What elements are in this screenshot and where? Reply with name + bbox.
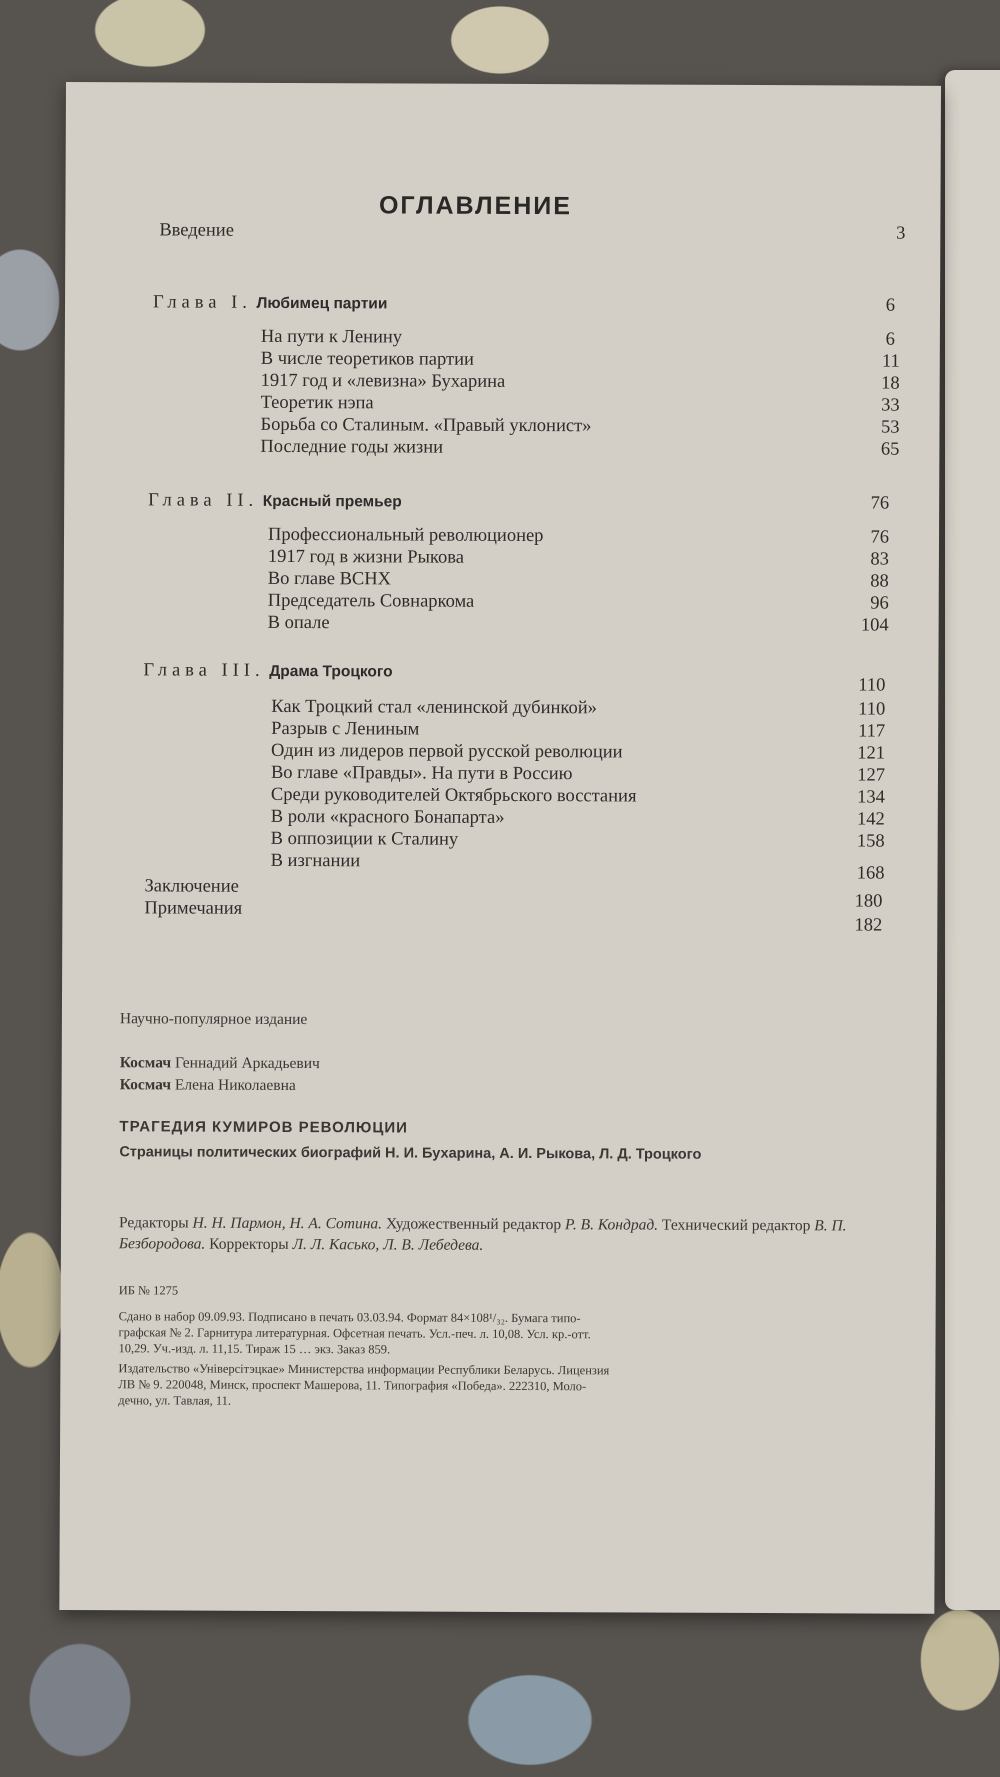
toc-entry-label: Среди руководителей Октябрьского восстания [270, 784, 637, 807]
author-1 [120, 1052, 900, 1076]
toc-entry-label: Примечания [144, 898, 243, 919]
toc-entry-label: Во главе ВСНХ [267, 568, 392, 590]
toc-entry-page: 18 [881, 373, 900, 394]
toc-entry-page: 142 [856, 809, 885, 830]
toc-entry [64, 610, 939, 638]
toc-entry-page: 110 [858, 675, 886, 696]
art-editor-label: Художественный редактор [385, 1215, 562, 1234]
toc-entry-page: 88 [870, 571, 889, 592]
toc-entry-page: 53 [880, 417, 900, 438]
author-surname: Космач [119, 1076, 172, 1094]
toc-entry-label: Один из лидеров первой русской революции [271, 740, 623, 763]
toc-chapter-2 [64, 488, 939, 516]
toc-entry-page: 76 [870, 527, 890, 548]
tech-editor-label: Технический редактор [661, 1216, 811, 1235]
toc-entry-notes [62, 896, 937, 936]
toc-entry-label: Профессиональный революционер [267, 524, 544, 547]
toc-entry-page: 11 [881, 351, 900, 372]
toc-entry-page: 182 [854, 915, 883, 936]
tech-line: 10,29. Уч.-изд. л. 11,15. Тираж 15 … экз. Заказ 859. [118, 1341, 391, 1357]
toc-entry [63, 848, 938, 884]
toc-entry-page: 110 [858, 699, 886, 720]
editors-label: Редакторы [118, 1214, 189, 1232]
toc-entry-page: 3 [896, 223, 906, 244]
toc-entry-label: Введение [159, 220, 234, 241]
chapter-prefix: Глава II. [148, 490, 259, 511]
tech-line: Сдано в набор 09.09.93. Подписано в печать 03.03.94. Формат 84×108¹/₃₂. Бумага типо- [118, 1309, 581, 1326]
toc-entry-label: Разрыв с Лениным [271, 718, 420, 740]
toc-entry-label: Последние годы жизни [260, 436, 444, 458]
toc-chapter-3 [63, 658, 938, 696]
toc-entry-label: Как Троцкий стал «ленинской дубинкой» [271, 696, 597, 719]
toc-entry-label: В числе теоретиков партии [260, 348, 474, 370]
toc-entry-page: 83 [870, 549, 889, 570]
toc-entry-page: 117 [858, 721, 886, 742]
editors-block [119, 1212, 889, 1257]
toc-entry-page: 180 [854, 891, 883, 912]
correctors-names: Л. Л. Касько, Л. В. Лебедева. [292, 1235, 484, 1254]
toc-entry-label: Борьба со Сталиным. «Правый уклонист» [260, 414, 592, 437]
tech-editor-name: В. П. Безбородова. [118, 1217, 847, 1253]
facing-page [945, 70, 1000, 1610]
toc-entry-label: Теоретик нэпа [260, 392, 374, 414]
editors-names: Н. Н. Пармон, Н. А. Сотина. [192, 1214, 383, 1233]
author-name: Елена Николаевна [174, 1076, 296, 1095]
toc-entry-label: Заключение [144, 876, 239, 897]
ib-number: ИБ № 1275 [118, 1283, 179, 1298]
toc-entry-label: В оппозиции к Сталину [270, 828, 459, 850]
book-page [59, 82, 941, 1614]
tech-line: ЛВ № 9. 220048, Минск, проспект Машерова, 11. Типография «Победа». 222310, Моло- [118, 1377, 587, 1394]
chapter-title: Красный премьер [262, 492, 402, 511]
toc-entry-page: 96 [870, 593, 889, 614]
toc-entry-page: 76 [870, 493, 890, 514]
toc-entry-label: 1917 год и «левизна» Бухарина [260, 370, 506, 392]
tech-line: дечно, ул. Тавлая, 11. [118, 1393, 232, 1408]
toc-entry-label: 1917 год в жизни Рыкова [267, 546, 464, 568]
toc-entry-page: 121 [857, 743, 886, 764]
toc-entry [64, 434, 939, 462]
toc-chapter-1 [65, 290, 940, 318]
book-title: ТРАГЕДИЯ КУМИРОВ РЕВОЛЮЦИИ [119, 1118, 408, 1137]
toc-entry-label: В опале [267, 612, 330, 634]
author-surname: Космач [119, 1054, 172, 1072]
toc-entry-page: 104 [860, 615, 889, 636]
tech-line: Издательство «Універсітэцкае» Министерства информации Республики Беларусь. Лицензия [118, 1361, 610, 1378]
book-subtitle: Страницы политических биографий Н. И. Бухарина, А. И. Рыкова, Л. Д. Троцкого [119, 1144, 702, 1163]
edition-type: Научно-популярное издание [119, 1010, 308, 1029]
art-editor-name: Р. В. Кондрад. [564, 1216, 659, 1234]
toc-entry-label: В изгнании [270, 850, 361, 872]
toc-entry-page: 6 [885, 295, 896, 316]
toc-entry-page: 134 [857, 787, 885, 808]
toc-entry-page: 158 [856, 831, 885, 852]
toc-entry-page: 127 [857, 765, 886, 786]
toc-title: ОГЛАВЛЕНИЕ [378, 191, 572, 221]
chapter-prefix: Глава III. [143, 660, 265, 681]
chapter-prefix: Глава I. [152, 292, 252, 313]
toc-entry-label: Во главе «Правды». На пути в Россию [270, 762, 573, 785]
author-name: Геннадий Аркадьевич [174, 1054, 320, 1073]
author-2 [120, 1074, 900, 1098]
toc-entry-page: 65 [880, 439, 900, 460]
toc-entry-label: В роли «красного Бонапарта» [270, 806, 505, 828]
chapter-title: Любимец партии [256, 294, 388, 313]
chapter-title: Драма Троцкого [269, 662, 393, 681]
toc-entry-page: 33 [881, 395, 900, 416]
toc-entry-label: На пути к Ленину [260, 326, 403, 348]
tech-line: графская № 2. Гарнитура литературная. Офсетная печать. Усл.-печ. л. 10,08. Усл. кр.-отт. [118, 1325, 591, 1342]
toc-entry-label: Председатель Совнаркома [267, 590, 475, 612]
toc-entry-intro [65, 218, 940, 246]
toc-entry-page: 168 [856, 863, 885, 884]
correctors-label: Корректоры [209, 1235, 289, 1253]
toc-entry-page: 6 [885, 329, 895, 350]
